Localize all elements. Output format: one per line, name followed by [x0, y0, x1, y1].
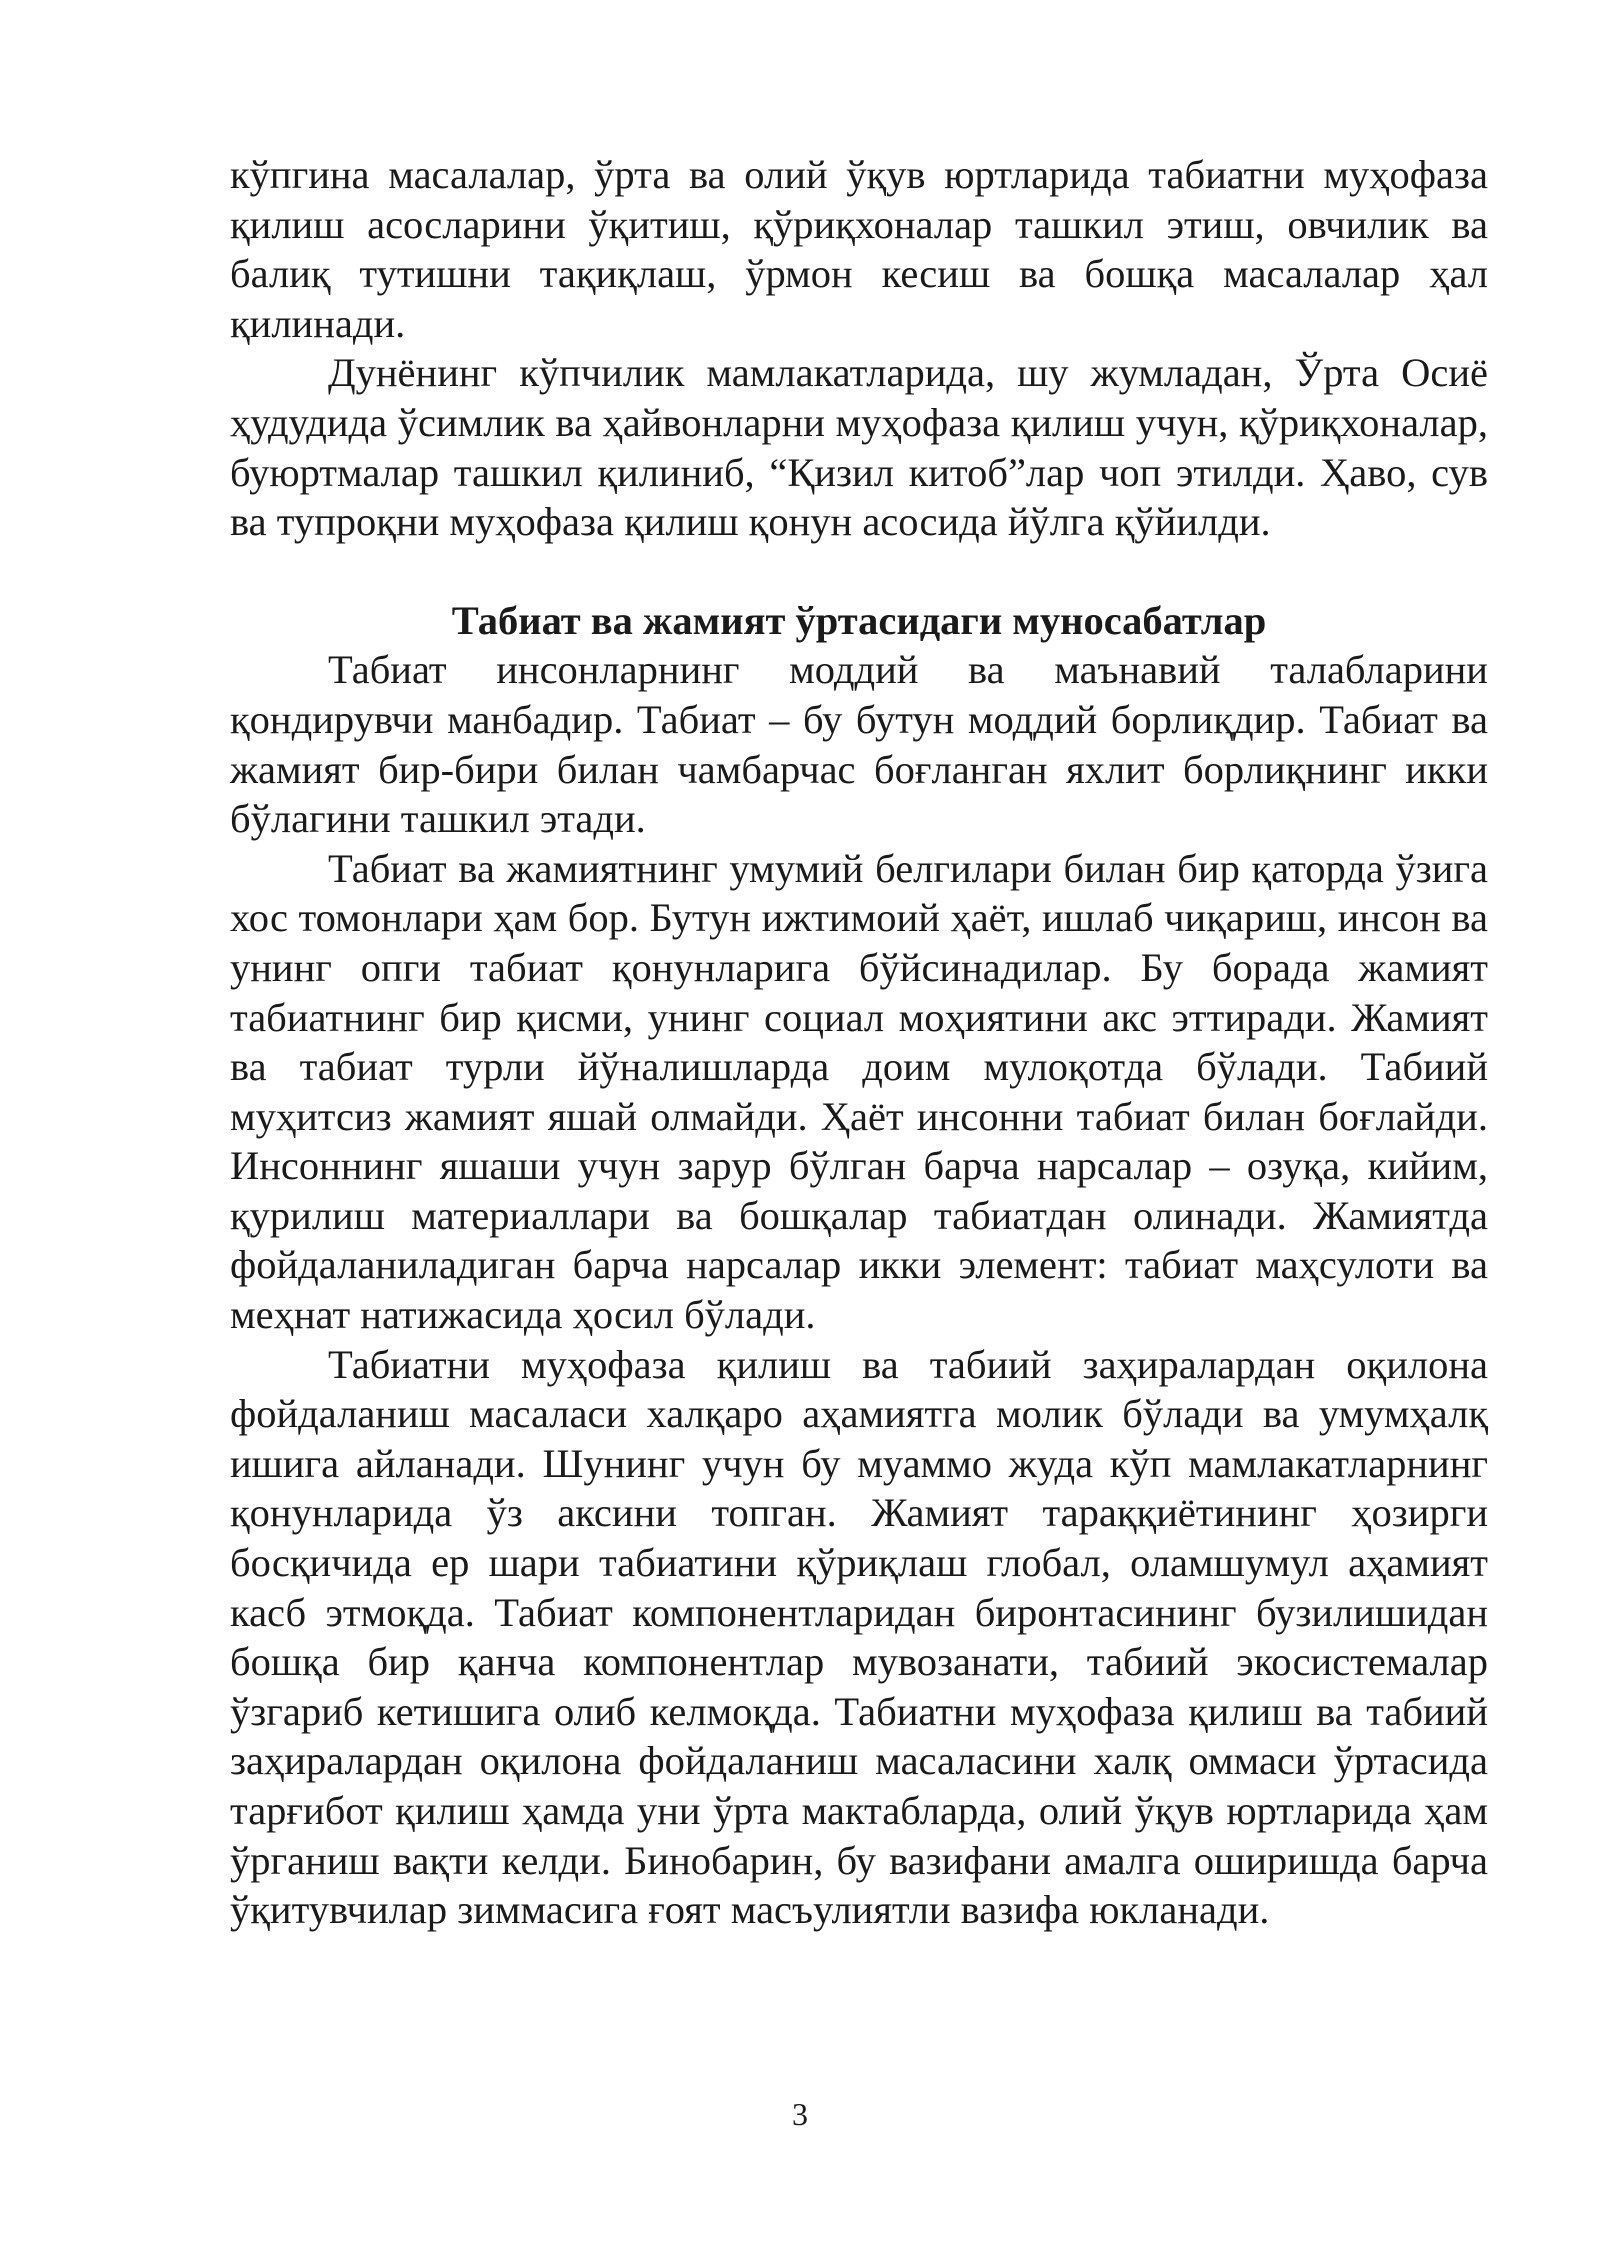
page-number: 3 — [792, 2096, 808, 2132]
paragraph: Дунёнинг кўпчилик мамлакатларида, шу жумладан, Ўрта Осиё ҳудудида ўсимлик ва ҳайвонларни муҳофаза қилиш учун, қўриқхоналар, буюртмалар ташкил қилиниб, “Қизил китоб”лар чоп этилди. Ҳаво, сув ва тупроқни муҳофаза қилиш қонун асосида йўлга қўйилди. — [230, 350, 1488, 545]
paragraph: Табиатни муҳофаза қилиш ва табиий заҳиралардан оқилона фойдаланиш масаласи халқаро аҳамиятга молик бўлади ва умумҳалқ ишига айланади. Шунинг учун бу муаммо жуда кўп мамлакатларнинг қонунларида ўз аксини топган. Жамият тараққиётининг ҳозирги босқичида ер шари табиатини қўриқлаш глобал, оламшумул аҳамият касб этмоқда. Табиат компонентларидан биронтасининг бузилишидан бошқа бир қанча компонентлар мувозанати, табиий экосистемалар ўзгариб кетишига олиб келмоқда. Табиатни муҳофаза қилиш ва табиий заҳиралардан оқилона фойдаланиш масаласини халқ оммаси ўртасида тарғибот қилиш ҳамда уни ўрта мактабларда, олий ўқув юртларида ҳам ўрганиш вақти келди. Бинобарин, бу вазифани амалга оширишда барча ўқитувчилар зиммасига ғоят масъулиятли вазифа юкланади. — [230, 1341, 1488, 1933]
text-body — [230, 150, 1488, 1935]
paragraph: Табиат ва жамиятнинг умумий белгилари билан бир қаторда ўзига хос томонлари ҳам бор. Бутун ижтимоий ҳаёт, ишлаб чиқариш, инсон ва унинг опги табиат қонунларига бўйсинадилар. Бу борада жамият табиатнинг бир қисми, унинг социал моҳиятини акс эттиради. Жамият ва табиат турли йўналишларда доим мулоқотда бўлади. Табиий муҳитсиз жамият яшай олмайди. Ҳаёт инсонни табиат билан боғлайди. Инсоннинг яшаши учун зарур бўлган барча нарсалар – озуқа, кийим, қурилиш материаллари ва бошқалар табиатдан олинади. Жамиятда фойдаланиладиган барча нарсалар икки элемент: табиат маҳсулоти ва меҳнат натижасида ҳосил бўлади. — [230, 845, 1488, 1338]
paragraph-continuation: кўпгина масалалар, ўрта ва олий ўқув юртларида табиатни муҳофаза қилиш асосларини ўқитиш, қўриқхоналар ташкил этиш, овчилик ва балиқ тутишни тақиқлаш, ўрмон кесиш ва бошқа масалалар ҳал қилинади. — [230, 152, 1488, 346]
section-heading: Табиат ва жамият ўртасидаги муносабатлар — [451, 597, 1267, 643]
paragraph: Табиат инсонларнинг моддий ва маънавий талабларини қондирувчи манбадир. Табиат – бу бутун моддий борлиқдир. Табиат ва жамият бир-бири билан чамбарчас боғланган яхлит борлиқнинг икки бўлагини ташкил этади. — [230, 647, 1488, 842]
